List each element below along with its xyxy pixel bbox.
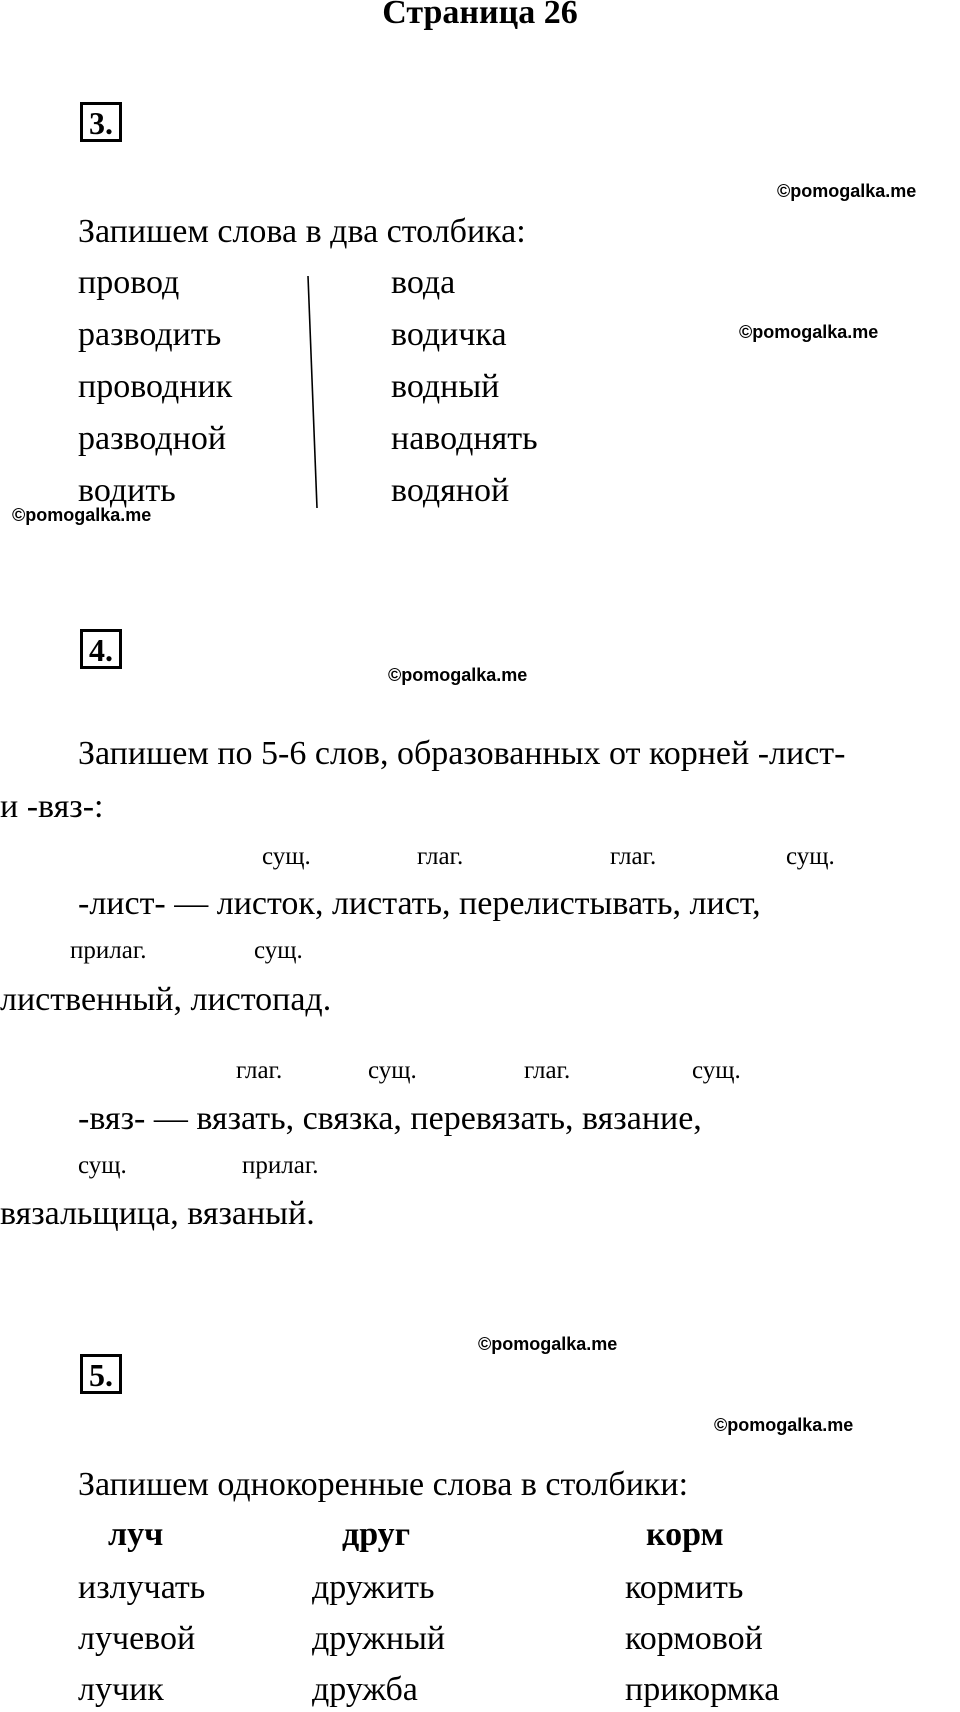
part-of-speech-tag: прилаг. bbox=[70, 937, 147, 964]
column-header: луч bbox=[108, 1516, 164, 1553]
column-header: корм bbox=[646, 1516, 724, 1553]
root-words-line: лиственный, листопад. bbox=[0, 981, 332, 1018]
part-of-speech-tag: сущ. bbox=[78, 1152, 127, 1179]
task-3-right-word: водный bbox=[391, 368, 500, 405]
task-3-left-word: разводной bbox=[78, 420, 227, 457]
task-3-number: 3. bbox=[80, 102, 122, 142]
cognate-word: дружить bbox=[312, 1569, 435, 1606]
part-of-speech-tag: сущ. bbox=[368, 1057, 417, 1084]
task-3-instruction: Запишем слова в два столбика: bbox=[78, 213, 526, 250]
part-of-speech-tag: глаг. bbox=[524, 1057, 571, 1084]
cognate-word: кормить bbox=[625, 1569, 744, 1606]
task-5-instruction: Запишем однокоренные слова в столбики: bbox=[78, 1466, 689, 1503]
task-3-left-word: провод bbox=[78, 264, 180, 301]
watermark: ©pomogalka.me bbox=[388, 665, 528, 685]
watermark: ©pomogalka.me bbox=[478, 1334, 618, 1354]
watermark: ©pomogalka.me bbox=[739, 322, 879, 342]
task-3-right-word: водичка bbox=[391, 316, 507, 353]
root-words-line: -лист- — листок, листать, перелистывать, лист, bbox=[78, 885, 761, 922]
watermark: ©pomogalka.me bbox=[12, 505, 152, 525]
part-of-speech-tag: глаг. bbox=[236, 1057, 283, 1084]
task-3-left-word: разводить bbox=[78, 316, 222, 353]
part-of-speech-tag: глаг. bbox=[417, 843, 464, 870]
part-of-speech-tag: сущ. bbox=[692, 1057, 741, 1084]
cognate-word: дружный bbox=[312, 1620, 446, 1657]
cognate-word: лучик bbox=[78, 1671, 164, 1708]
task-4-instruction: и -вяз-: bbox=[0, 788, 104, 825]
cognate-word: лучевой bbox=[78, 1620, 196, 1657]
root-words-line: -вяз- — вязать, связка, перевязать, вязание, bbox=[78, 1100, 702, 1137]
task-4-instruction: Запишем по 5-6 слов, образованных от корней -лист- bbox=[78, 735, 846, 772]
task-3-right-word: водяной bbox=[391, 472, 510, 509]
task-3-left-word: проводник bbox=[78, 368, 233, 405]
column-header: друг bbox=[342, 1516, 411, 1553]
watermark: ©pomogalka.me bbox=[714, 1415, 854, 1435]
part-of-speech-tag: сущ. bbox=[262, 843, 311, 870]
cognate-word: кормовой bbox=[625, 1620, 763, 1657]
task-3-left-word: водить bbox=[78, 472, 176, 509]
part-of-speech-tag: прилаг. bbox=[242, 1152, 319, 1179]
page-title: Страница 26 bbox=[382, 0, 578, 31]
cognate-word: дружба bbox=[312, 1671, 418, 1708]
part-of-speech-tag: сущ. bbox=[254, 937, 303, 964]
task-3-right-word: вода bbox=[391, 264, 456, 301]
root-words-line: вязальщица, вязаный. bbox=[0, 1195, 315, 1232]
task-3-right-word: наводнять bbox=[391, 420, 538, 457]
watermark: ©pomogalka.me bbox=[777, 181, 917, 201]
task-5-number: 5. bbox=[80, 1354, 122, 1394]
part-of-speech-tag: сущ. bbox=[786, 843, 835, 870]
column-divider-line bbox=[300, 272, 320, 512]
part-of-speech-tag: глаг. bbox=[610, 843, 657, 870]
task-4-number: 4. bbox=[80, 629, 122, 669]
cognate-word: прикормка bbox=[625, 1671, 780, 1708]
cognate-word: излучать bbox=[78, 1569, 206, 1606]
